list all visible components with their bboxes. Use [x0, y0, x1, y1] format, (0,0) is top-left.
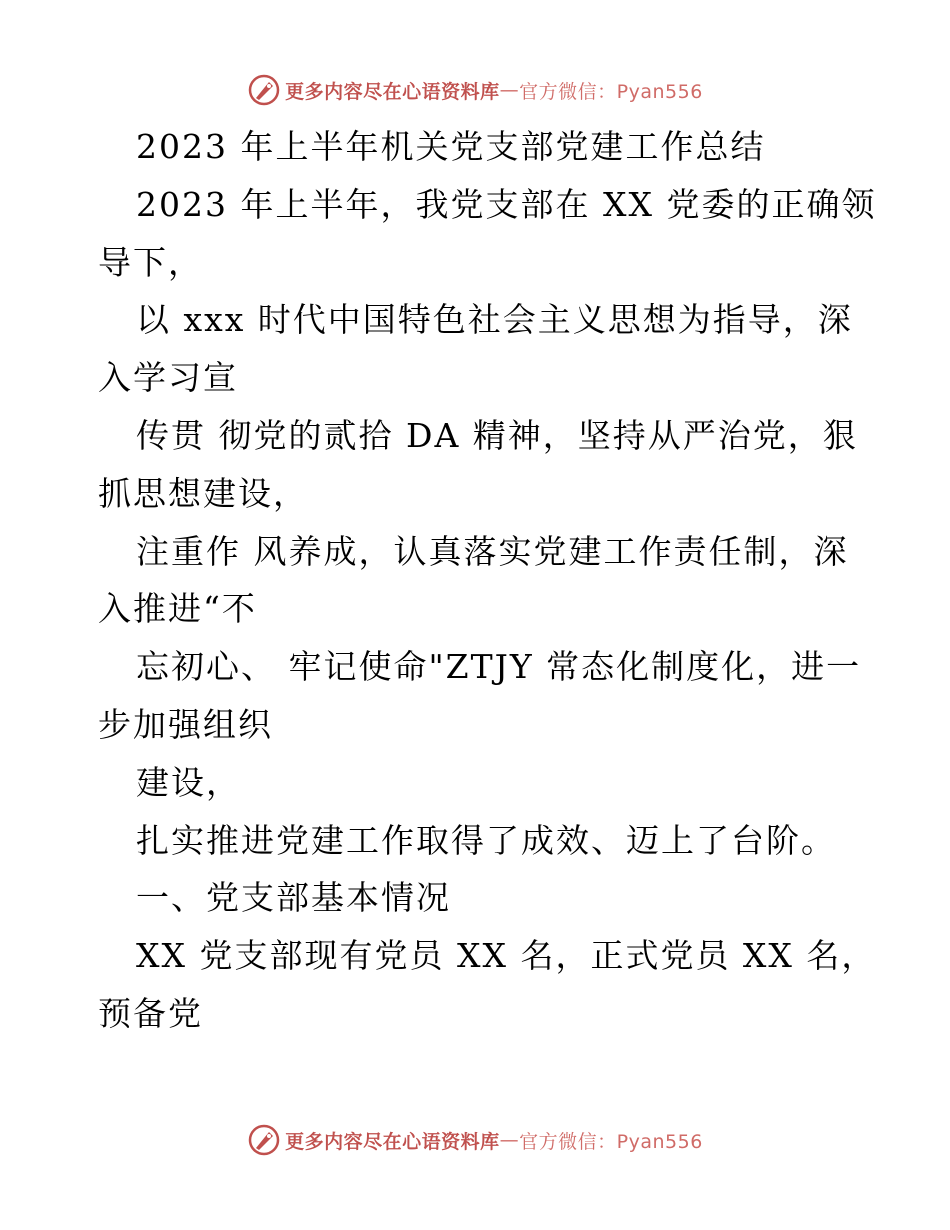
watermark-contact-text: 官方微信：Pyan556	[519, 80, 703, 103]
watermark-separator: —	[499, 79, 520, 101]
watermark-contact-text: 官方微信：Pyan556	[519, 1130, 703, 1153]
text-line: 忘初心、 牢记使命"ZTJY 常态化制度化，进一	[136, 647, 862, 687]
watermark-main-text: 更多内容尽在心语资料库	[285, 1130, 500, 1153]
text-line: 入推进“不	[98, 589, 257, 629]
pen-nib-circle-icon	[247, 1123, 281, 1157]
text-line: 预备党	[98, 993, 203, 1033]
text-line: 注重作 风养成，认真落实党建工作责任制，深	[136, 531, 849, 571]
text-line: 导下，	[98, 242, 203, 282]
text-line: 抓思想建设，	[98, 473, 308, 513]
watermark-main-text: 更多内容尽在心语资料库	[285, 80, 500, 103]
text-line: 以 xxx 时代中国特色社会主义思想为指导，深	[136, 300, 853, 340]
text-line: 入学习宣	[98, 358, 238, 398]
header-watermark	[0, 70, 950, 110]
watermark-separator: —	[499, 1129, 520, 1151]
text-line: 扎实推进党建工作取得了成效、迈上了台阶。	[136, 820, 836, 860]
text-line: 2023 年上半年，我党支部在 XX 党委的正确领	[136, 184, 877, 224]
text-line: XX 党支部现有党员 XX 名，正式党员 XX 名，	[136, 936, 877, 976]
footer-watermark	[0, 1120, 950, 1160]
pen-nib-circle-icon	[247, 73, 281, 107]
document-body	[98, 118, 877, 1043]
text-line: 步加强组织	[98, 704, 273, 744]
text-line: 传贯 彻党的贰拾 DA 精神，坚持从严治党，狠	[136, 415, 858, 455]
text-line: 建设，	[136, 762, 241, 802]
text-line: 2023 年上半年机关党支部党建工作总结	[136, 127, 766, 166]
text-line: 一、党支部基本情况	[136, 878, 451, 918]
